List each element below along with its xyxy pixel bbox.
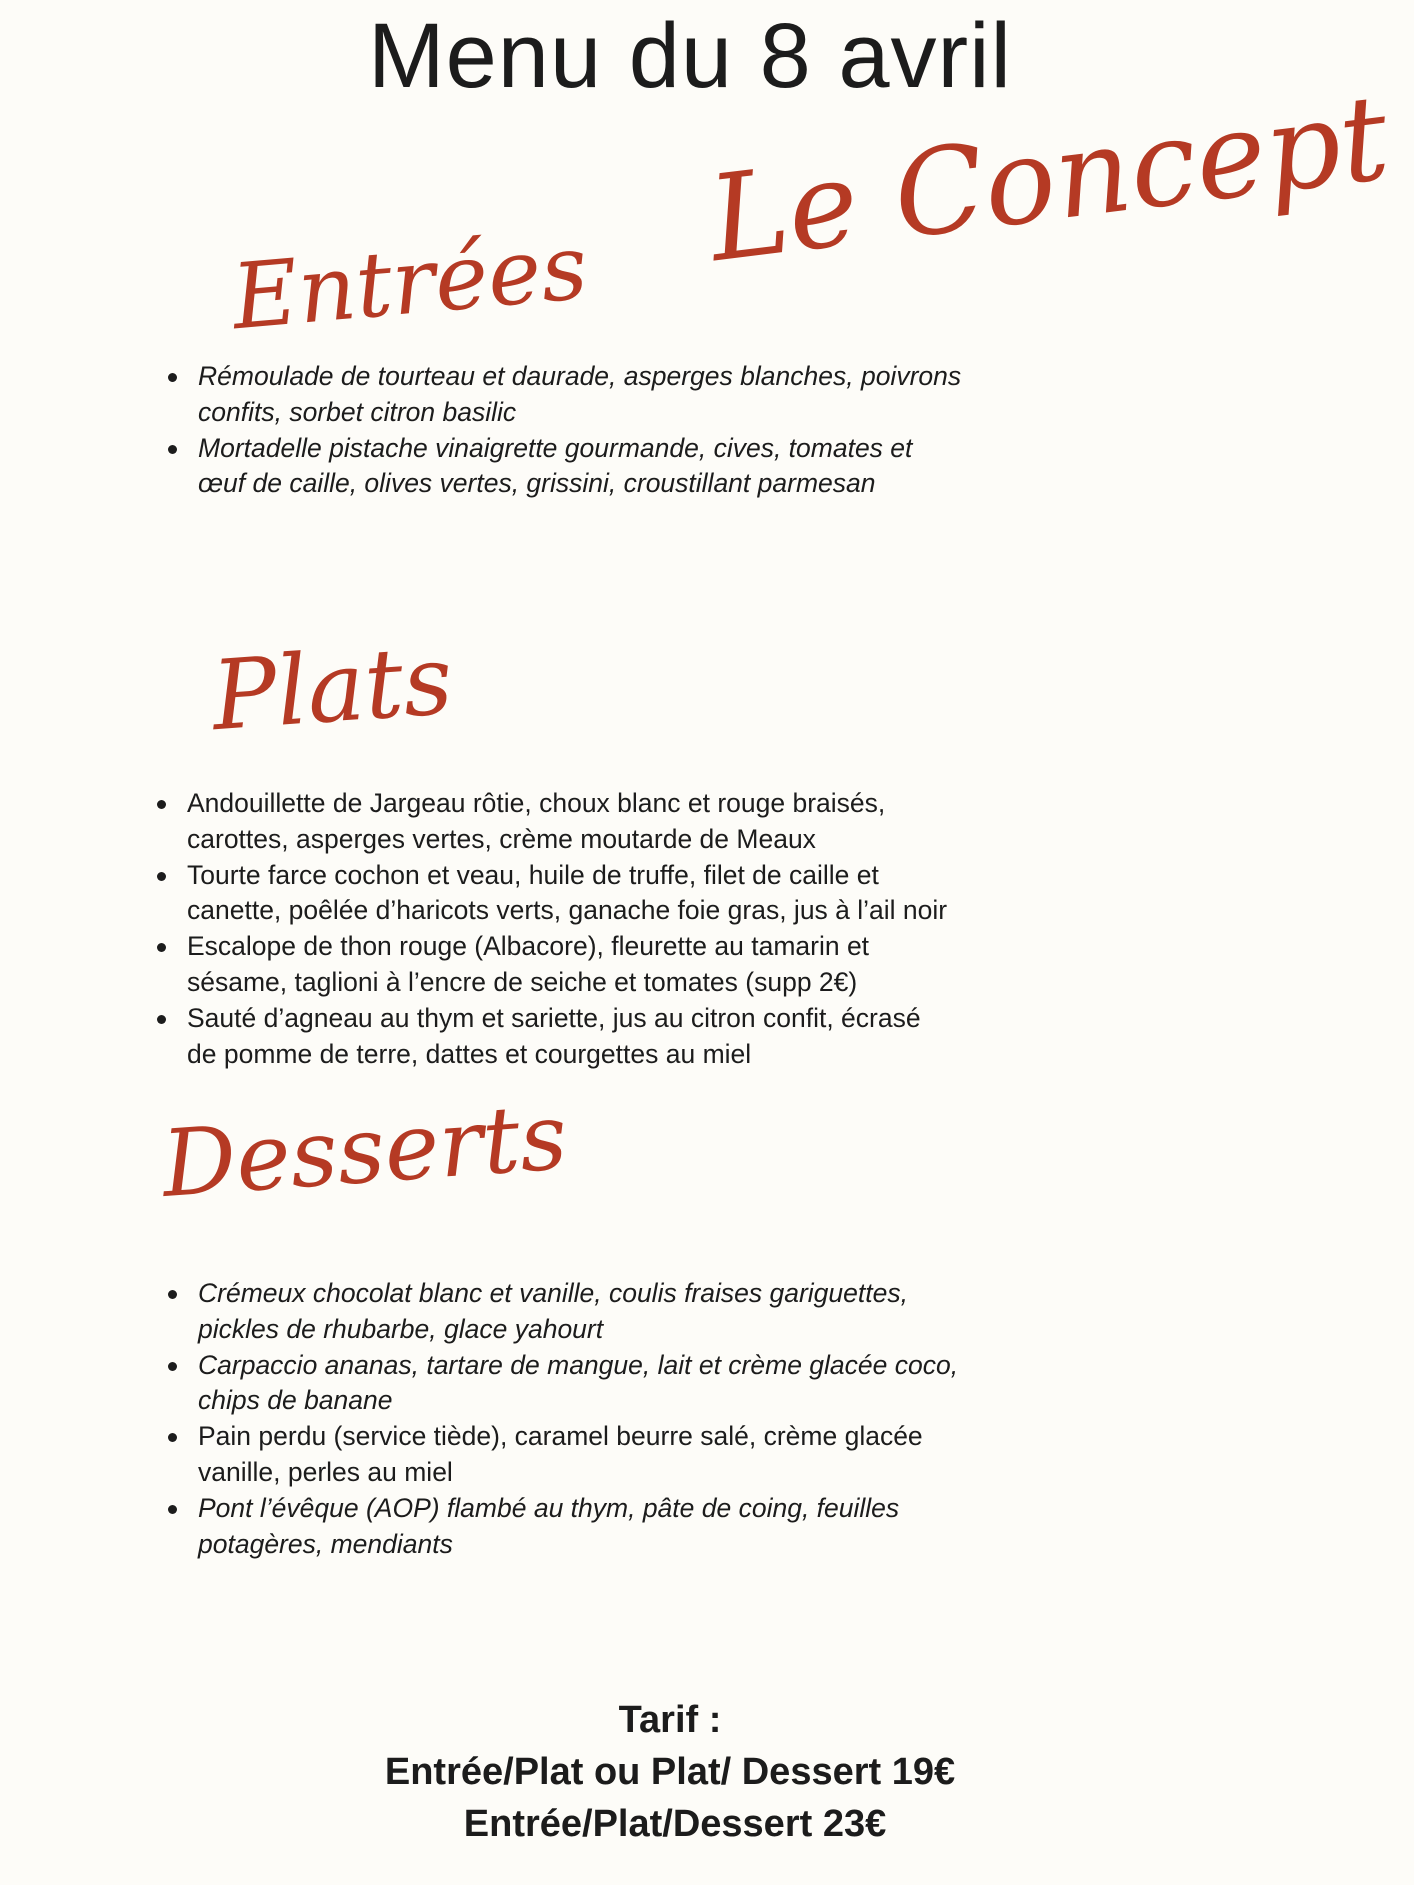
list-item: Rémoulade de tourteau et daurade, asperges blanches, poivrons confits, sorbet citron basilic bbox=[166, 359, 966, 431]
list-item: Sauté d’agneau au thym et sariette, jus au citron confit, écrasé de pomme de terre, dattes et courgettes au miel bbox=[155, 1001, 955, 1073]
list-item: Escalope de thon rouge (Albacore), fleurette au tamarin et sésame, taglioni à l’encre de seiche et tomates (supp 2€) bbox=[155, 929, 955, 1001]
desserts-list bbox=[166, 1276, 966, 1562]
brand-logo: Le Concept bbox=[701, 68, 1396, 289]
tarif-price-formula-1: Entrée/Plat ou Plat/ Dessert 19€ bbox=[384, 1751, 956, 1793]
entrees-list bbox=[166, 359, 966, 502]
list-item: Mortadelle pistache vinaigrette gourmande, cives, tomates et œuf de caille, olives vertes, grissini, croustillant parmesan bbox=[166, 431, 966, 503]
list-item: Crémeux chocolat blanc et vanille, coulis fraises gariguettes, pickles de rhubarbe, glace yahourt bbox=[166, 1276, 966, 1348]
list-item: Pain perdu (service tiède), caramel beurre salé, crème glacée vanille, perles au miel bbox=[166, 1419, 966, 1491]
list-item: Carpaccio ananas, tartare de mangue, lait et crème glacée coco, chips de banane bbox=[166, 1348, 966, 1420]
list-item: Pont l’évêque (AOP) flambé au thym, pâte de coing, feuilles potagères, mendiants bbox=[166, 1491, 966, 1563]
tarif-price-formula-2: Entrée/Plat/Dessert 23€ bbox=[463, 1803, 887, 1845]
plats-list bbox=[155, 786, 955, 1072]
list-item: Tourte farce cochon et veau, huile de truffe, filet de caille et canette, poêlée d’haricots verts, ganache foie gras, jus à l’ail noir bbox=[155, 858, 955, 930]
section-heading-plats: Plats bbox=[208, 623, 456, 753]
tarif-block bbox=[0, 1694, 1340, 1850]
list-item: Andouillette de Jargeau rôtie, choux blanc et rouge braisés, carottes, asperges vertes, crème moutarde de Meaux bbox=[155, 786, 955, 858]
tarif-label: Tarif : bbox=[618, 1699, 722, 1741]
section-heading-desserts: Desserts bbox=[158, 1082, 571, 1219]
page-title: Menu du 8 avril bbox=[368, 5, 1012, 107]
section-heading-entrees: Entrées bbox=[228, 214, 592, 351]
